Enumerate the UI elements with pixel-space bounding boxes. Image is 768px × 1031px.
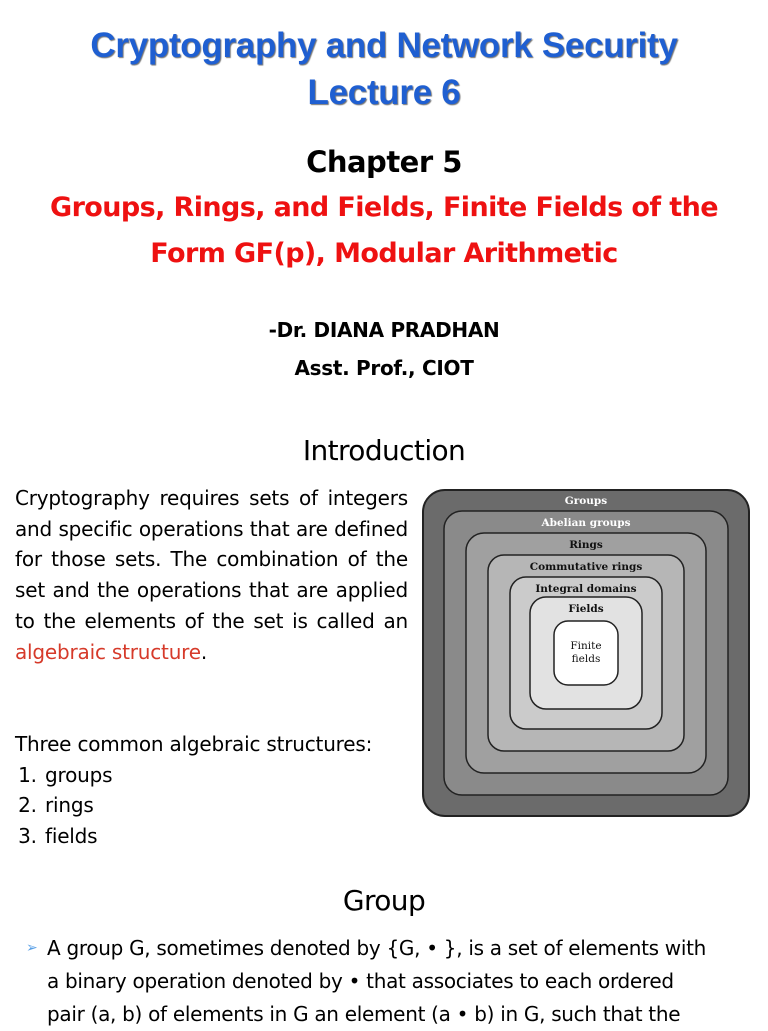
group-definition-line3: pair (a, b) of elements in G an element (a • b) in G, such that the — [47, 1002, 681, 1026]
introduction-paragraph — [15, 483, 408, 667]
list-item-groups: 1. groups — [43, 760, 415, 791]
structures-list-intro: Three common algebraic structures: — [15, 732, 373, 756]
label-commutative-rings: Commutative rings — [529, 561, 643, 573]
structures-list-block — [15, 729, 415, 852]
arrow-bullet-icon: ➢ — [26, 940, 38, 956]
group-definition-bullet — [28, 932, 748, 1031]
algebraic-structures-diagram — [422, 489, 750, 817]
author-name: -Dr. DIANA PRADHAN — [268, 318, 500, 342]
label-finite-line1: Finite — [570, 640, 602, 652]
label-abelian-groups: Abelian groups — [541, 517, 631, 529]
group-heading: Group — [342, 884, 426, 917]
label-fields: Fields — [568, 603, 604, 615]
group-definition-line2: a binary operation denoted by • that associates to each ordered — [47, 969, 674, 993]
group-definition-line1: A group G, sometimes denoted by {G, • }, is a set of elements with — [47, 936, 707, 960]
introduction-text: Cryptography requires sets of integers and specific operations that are defined for those sets. The combination of the set and the operations that are applied to the elements of the set is called an — [15, 486, 408, 633]
lecture-title-line2: Lecture 6 — [307, 73, 461, 112]
introduction-heading: Introduction — [302, 434, 466, 467]
chapter-subtitle-line2: Form GF(p), Modular Arithmetic — [150, 238, 618, 269]
lecture-title-line1: Cryptography and Network Security — [90, 26, 678, 65]
label-rings: Rings — [569, 539, 603, 551]
label-finite-line2: fields — [571, 653, 601, 665]
author-affiliation: Asst. Prof., CIOT — [294, 356, 474, 380]
algebraic-structure-term: algebraic structure — [15, 639, 201, 664]
chapter-subtitle-line1: Groups, Rings, and Fields, Finite Fields of the — [50, 192, 718, 223]
introduction-period: . — [200, 639, 208, 664]
label-groups: Groups — [564, 495, 608, 507]
list-item-fields: 3. fields — [43, 821, 415, 852]
label-integral-domains: Integral domains — [535, 583, 637, 595]
chapter-heading: Chapter 5 — [306, 145, 462, 179]
list-item-rings: 2. rings — [43, 790, 415, 821]
structures-list — [15, 760, 415, 852]
